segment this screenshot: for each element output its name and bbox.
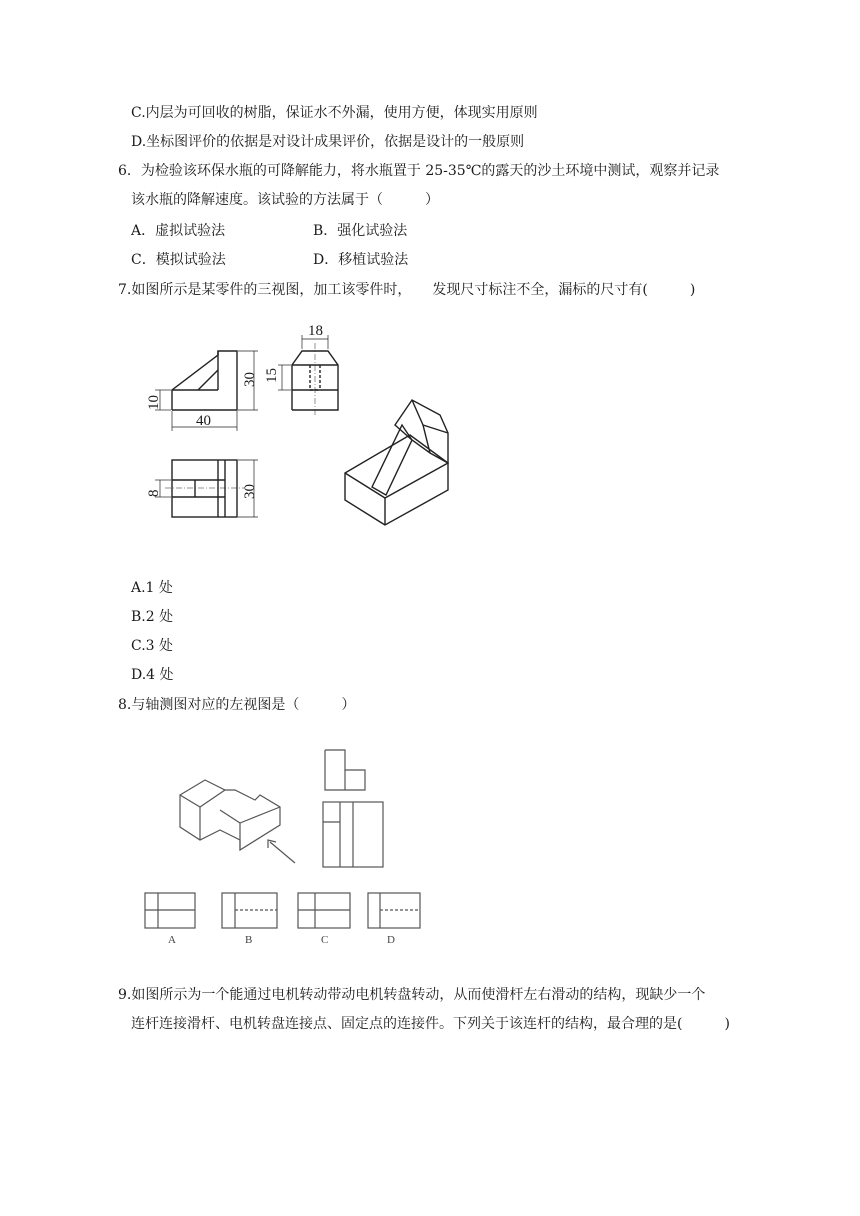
given-top-view: [323, 802, 383, 867]
q8-axonometric-figure: [140, 745, 440, 945]
q5-option-c: C.内层为可回收的树脂，保证水不外漏，使用方便，体现实用原则: [131, 105, 538, 121]
q7-three-view-figure: [140, 315, 470, 540]
dim-30-top: 30: [242, 484, 258, 499]
q6-stem-line2: 该水瓶的降解速度。该试验的方法属于（ ）: [131, 192, 439, 208]
top-view: [165, 460, 245, 517]
q7-option-b: B.2 处: [131, 609, 174, 625]
side-view: [292, 343, 338, 417]
option-d-label: D: [387, 934, 395, 946]
q6-stem-line1: 6．为检验该环保水瓶的可降解能力，将水瓶置于 25-35℃的露天的沙土环境中测试，观察并记录: [118, 163, 720, 179]
q9-stem-line1: 9.如图所示为一个能通过电机转动带动电机转盘转动，从而使滑杆左右滑动的结构，现缺少一个: [118, 987, 706, 1003]
given-front-view: [325, 750, 365, 790]
q7-option-d: D.4 处: [131, 667, 174, 683]
q6-option-a: A．虚拟试验法: [131, 223, 226, 239]
q6-option-c: C．模拟试验法: [131, 252, 226, 268]
option-c-label: C: [321, 934, 329, 946]
q7-option-a: A.1 处: [131, 580, 173, 596]
dim-10: 10: [146, 395, 162, 410]
option-b-view: [222, 893, 277, 928]
option-c-view: [298, 893, 350, 928]
dim-40: 40: [196, 413, 211, 429]
option-a-view: [145, 893, 195, 928]
q8-stem: 8.与轴测图对应的左视图是（ ）: [118, 697, 356, 713]
q9-stem-line2: 连杆连接滑杆、电机转盘连接点、固定点的连接件。下列关于该连杆的结构，最合理的是( ): [131, 1016, 730, 1032]
view-direction-arrow: [270, 842, 295, 863]
q6-option-d: D．移植试验法: [313, 252, 409, 268]
dim-18: 18: [308, 323, 323, 339]
dim-15: 15: [264, 368, 280, 383]
option-b-label: B: [245, 934, 253, 946]
q5-option-d: D.坐标图评价的依据是对设计成果评价，依据是设计的一般原则: [131, 134, 525, 150]
dim-8: 8: [146, 489, 162, 497]
dim-30-front: 30: [242, 372, 258, 387]
q7-option-c: C.3 处: [131, 638, 174, 654]
axonometric-view: [180, 780, 280, 850]
isometric-view: [345, 400, 448, 525]
option-d-view: [368, 893, 420, 928]
q6-option-b: B．强化试验法: [313, 223, 408, 239]
front-view: [172, 351, 237, 410]
q7-stem: 7.如图所示是某零件的三视图，加工该零件时， 发现尺寸标注不全，漏标的尺寸有( ): [118, 282, 696, 298]
option-a-label: A: [168, 934, 176, 946]
